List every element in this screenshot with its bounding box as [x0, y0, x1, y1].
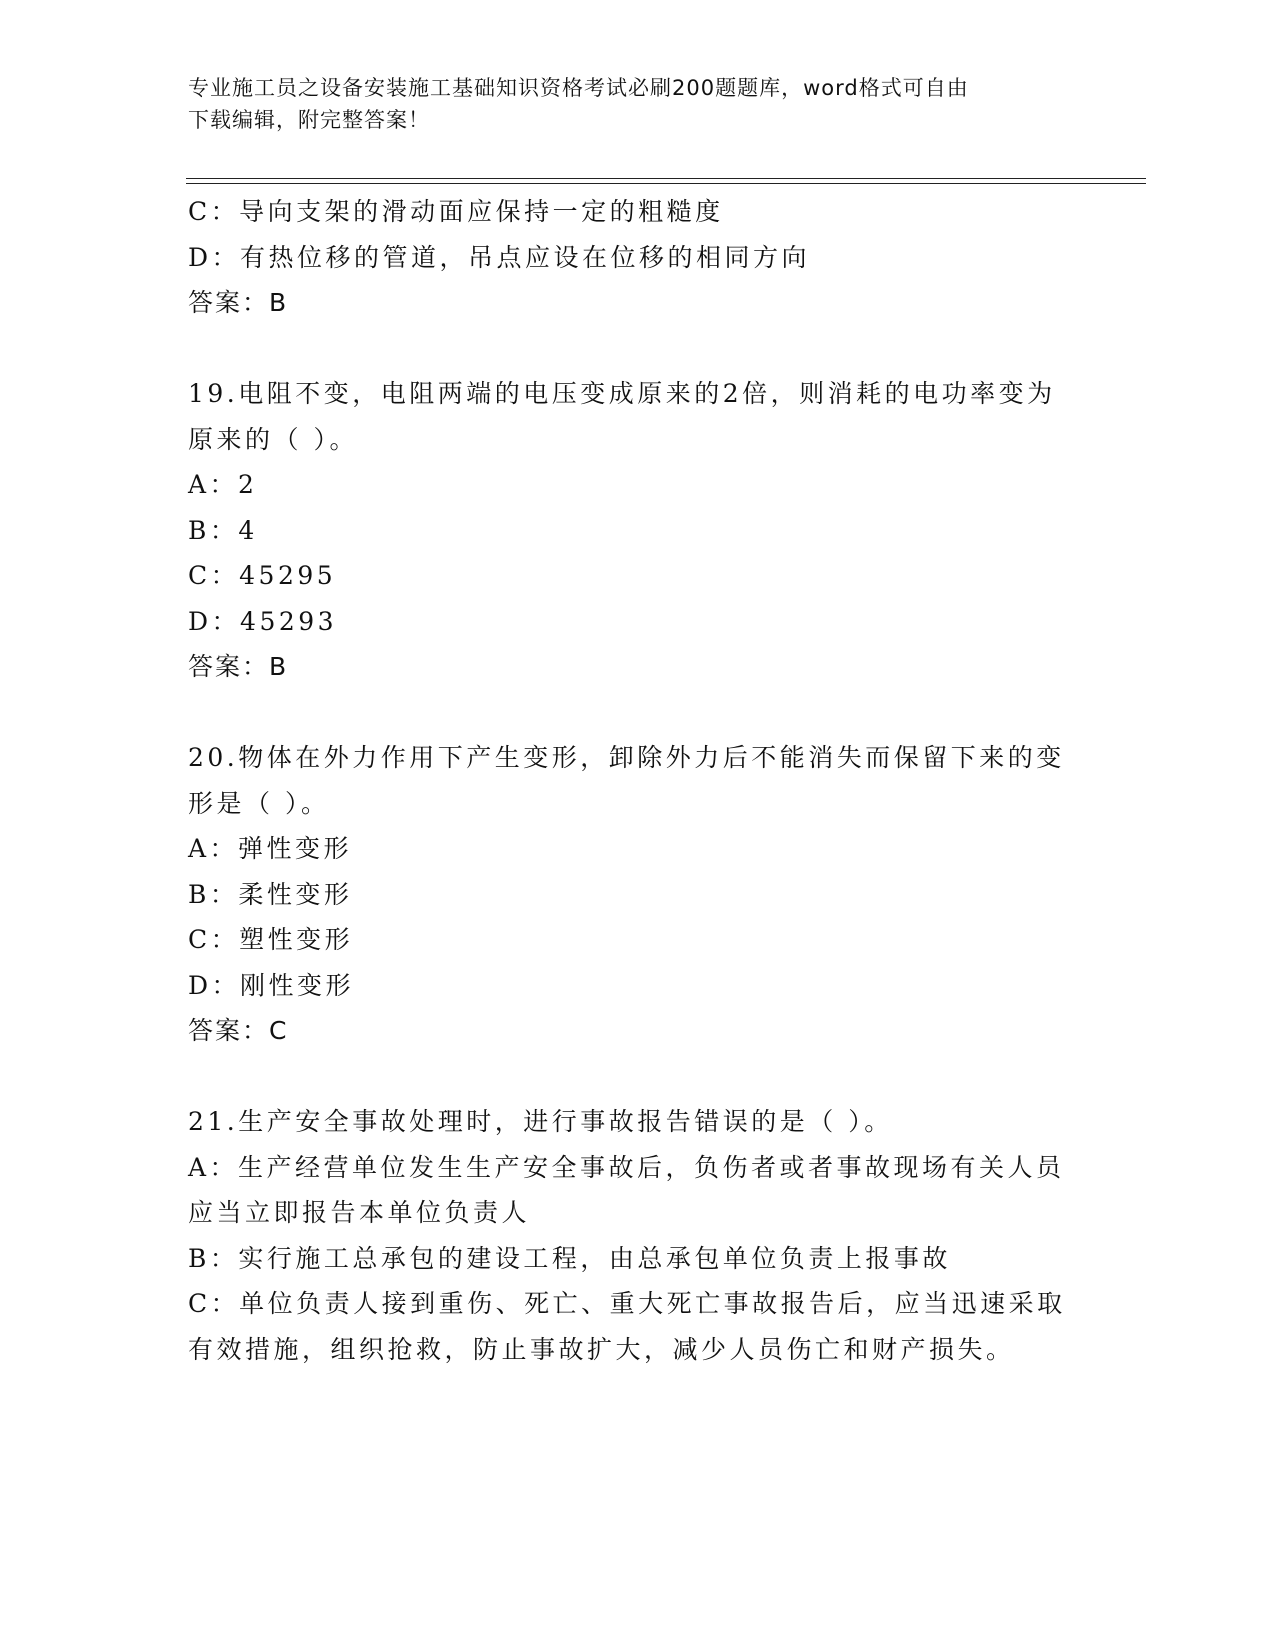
option-c: C：塑性变形	[188, 925, 354, 954]
spacer	[188, 326, 1088, 372]
question-stem: 21.生产安全事故处理时，进行事故报告错误的是（ ）。	[188, 1107, 893, 1136]
header-rule-bottom	[186, 183, 1146, 184]
question-20	[188, 735, 1088, 1054]
option-c: C：单位负责人接到重伤、死亡、重大死亡事故报告后，应当迅速采取	[188, 1289, 1066, 1318]
answer: 答案：B	[188, 652, 289, 681]
question-18-tail	[188, 189, 1088, 326]
header-line-1: 专业施工员之设备安装施工基础知识资格考试必刷200题题库，word格式可自由	[188, 76, 969, 100]
option-c: C：导向支架的滑动面应保持一定的粗糙度	[188, 197, 724, 226]
option-c: C：45295	[188, 561, 337, 590]
question-stem: 20.物体在外力作用下产生变形，卸除外力后不能消失而保留下来的变	[188, 743, 1065, 772]
question-21	[188, 1099, 1088, 1372]
spacer	[188, 690, 1088, 736]
spacer	[188, 1054, 1088, 1100]
option-b: B：柔性变形	[188, 879, 353, 909]
option-d: D：有热位移的管道，吊点应设在位移的相同方向	[188, 242, 811, 272]
answer: 答案：C	[188, 1016, 289, 1045]
page-header	[188, 72, 1088, 136]
option-c-cont: 有效措施，组织抢救，防止事故扩大，减少人员伤亡和财产损失。	[188, 1334, 1015, 1364]
option-a: A：2	[188, 470, 258, 499]
question-stem: 19.电阻不变，电阻两端的电压变成原来的2倍，则消耗的电功率变为	[188, 379, 1056, 408]
option-d: D：45293	[188, 606, 338, 636]
option-a-cont: 应当立即报告本单位负责人	[188, 1198, 531, 1227]
option-a: A：弹性变形	[188, 834, 353, 863]
question-stem-cont: 原来的（ ）。	[188, 424, 358, 454]
question-stem-cont: 形是（ ）。	[188, 788, 330, 818]
option-b: B：4	[188, 515, 258, 545]
option-d: D：刚性变形	[188, 970, 355, 1000]
document-body	[188, 189, 1088, 1372]
header-line-2: 下载编辑，附完整答案！	[188, 108, 430, 132]
header-rule-top	[186, 178, 1146, 179]
option-b: B：实行施工总承包的建设工程，由总承包单位负责上报事故	[188, 1243, 951, 1273]
option-a: A：生产经营单位发生生产安全事故后，负伤者或者事故现场有关人员	[188, 1152, 1065, 1182]
question-19	[188, 371, 1088, 690]
answer: 答案：B	[188, 288, 289, 317]
